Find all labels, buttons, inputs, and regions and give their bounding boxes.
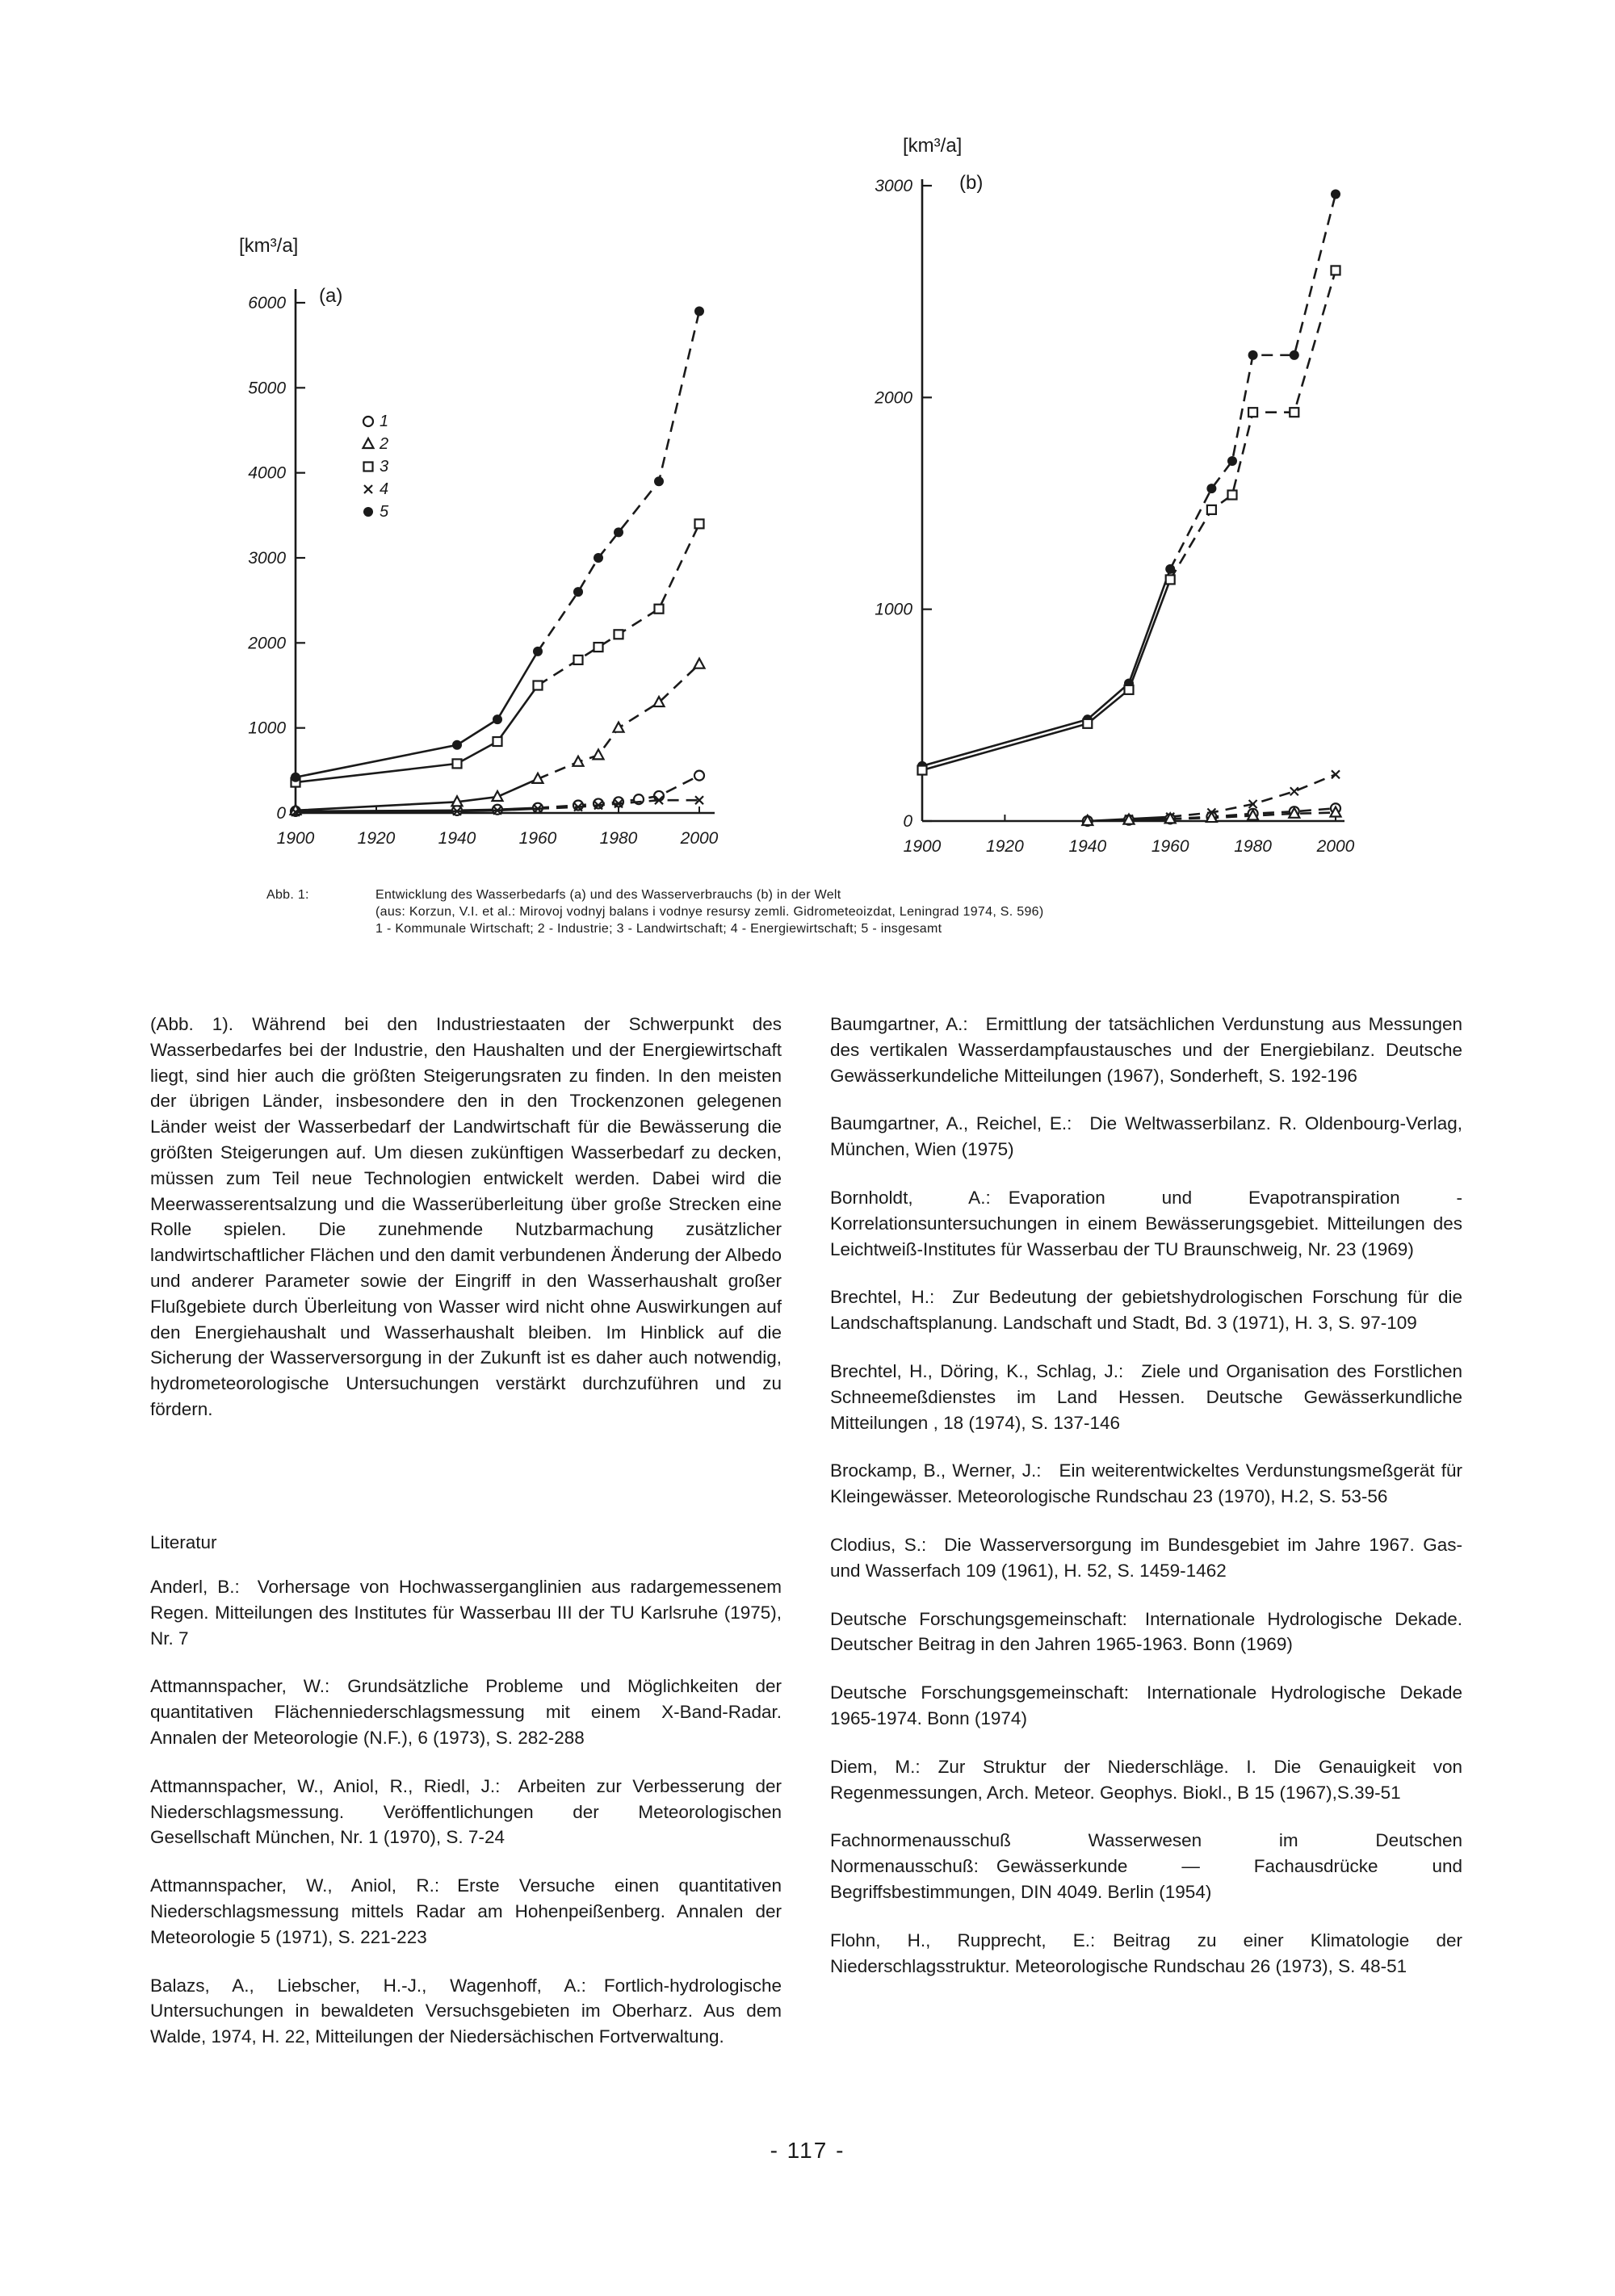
chart-a-y-tick-label: 0 bbox=[276, 804, 286, 823]
reference-author: Anderl, B.: bbox=[150, 1577, 240, 1597]
chart-a-data-point bbox=[695, 519, 704, 528]
chart-b-series-line-dashed bbox=[1170, 194, 1336, 568]
reference-text: Internationale Hydrologische Dekade 1965-1974. Bonn (1974) bbox=[830, 1682, 1462, 1728]
chart-a-data-point bbox=[574, 656, 583, 664]
chart-a-y-tick-label: 1000 bbox=[248, 719, 286, 738]
chart-a-panel-label: (a) bbox=[319, 285, 343, 307]
chart-b-data-point bbox=[1206, 484, 1216, 493]
chart-a-series-line-solid bbox=[296, 685, 538, 782]
reference-author: Clodius, S.: bbox=[830, 1534, 927, 1555]
reference-author: Attmannspacher, W., Aniol, R., Riedl, J.: bbox=[150, 1775, 501, 1796]
chart-b-data-point bbox=[1331, 189, 1340, 199]
reference-entry bbox=[830, 1185, 1462, 1262]
chart-a-x-tick-label: 1900 bbox=[276, 829, 315, 848]
chart-b-data-point bbox=[1248, 408, 1257, 417]
chart-b-data-point bbox=[1290, 408, 1298, 417]
reference-author: Attmannspacher, W.: bbox=[150, 1676, 330, 1697]
chart-b-data-point bbox=[1125, 685, 1134, 694]
caption-line: Entwicklung des Wasserbedarfs (a) und des Wasserverbrauchs (b) in der Welt bbox=[375, 888, 841, 902]
reference-entry bbox=[830, 1607, 1462, 1658]
chart-a-data-point bbox=[452, 740, 462, 750]
reference-entry bbox=[830, 1754, 1462, 1806]
reference-text: Evaporation und Evapotranspiration - Korrelationsuntersuchungen in einem Bewässerungsgebiet. Mitteilungen des Leichtweiß-Institutes für Wasserbau der TU Braunschweig, Nr. 23 (1969) bbox=[830, 1187, 1463, 1259]
reference-entry bbox=[150, 1873, 782, 1950]
reference-author: Diem, M.: bbox=[830, 1756, 921, 1777]
chart-a-y-tick-label: 5000 bbox=[248, 379, 286, 398]
chart-a-y-tick-label: 6000 bbox=[248, 294, 286, 312]
reference-author: Baumgartner, A., Reichel, E.: bbox=[830, 1113, 1072, 1134]
chart-a-data-point bbox=[453, 759, 462, 768]
reference-author: Brockamp, B., Werner, J.: bbox=[830, 1460, 1042, 1481]
legend-label: 5 bbox=[380, 503, 389, 521]
references-left-column bbox=[150, 1574, 782, 2072]
chart-a-data-point bbox=[615, 630, 623, 639]
chart-a-data-point bbox=[614, 723, 624, 732]
reference-entry bbox=[830, 1532, 1462, 1584]
chart-a-data-point bbox=[694, 771, 704, 781]
reference-text: Zur Bedeutung der gebietshydrologischen Forschung für die Landschaftsplanung. Landschaft und Stadt, Bd. 3 (1971), H. 3, S. 97-109 bbox=[830, 1287, 1462, 1334]
chart-a-water-demand bbox=[239, 235, 719, 848]
reference-entry bbox=[830, 1284, 1462, 1336]
chart-b-water-consumption bbox=[874, 135, 1354, 856]
reference-text: Beitrag zu einer Klimatologie der Niederschlagsstruktur. Meteorologische Rundschau 26 (1973), S. 48-51 bbox=[830, 1929, 1462, 1976]
chart-b-x-tick-label: 1920 bbox=[986, 837, 1024, 856]
references-right-column bbox=[830, 1012, 1462, 2001]
reference-text: Die Wasserversorgung im Bundesgebiet im Jahre 1967. Gas- und Wasserfach 109 (1961), H. 52, S. 1459-1462 bbox=[830, 1534, 1462, 1581]
legend-symbol bbox=[363, 438, 374, 448]
chart-b-data-point bbox=[1332, 770, 1340, 778]
chart-a-data-point bbox=[594, 643, 603, 652]
reference-text: Ermittlung der tatsächlichen Verdunstung aus Messungen des vertikalen Wasserdampfaustausches und der Energiebilanz. Deutsche Gewässerkundeliche Mitteilungen (1967), Sonderheft, S. 192-196 bbox=[830, 1014, 1462, 1086]
chart-b-x-tick-label: 1940 bbox=[1068, 837, 1107, 856]
reference-author: Deutsche Forschungsgemeinschaft: bbox=[830, 1608, 1127, 1629]
legend-label: 3 bbox=[380, 458, 389, 476]
reference-entry bbox=[830, 1680, 1462, 1732]
reference-entry bbox=[150, 1973, 782, 2050]
chart-b-data-point bbox=[1290, 787, 1298, 795]
chart-b-y-tick-label: 3000 bbox=[875, 177, 912, 195]
reference-entry bbox=[150, 1774, 782, 1850]
reference-author: Baumgartner, A.: bbox=[830, 1014, 968, 1034]
chart-a-data-point bbox=[573, 587, 583, 597]
chart-b-series-5 bbox=[917, 189, 1340, 770]
reference-text: Internationale Hydrologische Dekade. Deutscher Beitrag in den Jahren 1965-1963. Bonn (1969) bbox=[830, 1608, 1463, 1655]
chart-b-series-3 bbox=[918, 266, 1340, 774]
reference-author: Flohn, H., Rupprecht, E.: bbox=[830, 1929, 1096, 1950]
reference-text: Die Weltwasserbilanz. R. Oldenbourg-Verlag, München, Wien (1975) bbox=[830, 1113, 1462, 1160]
chart-a-data-point bbox=[534, 681, 543, 690]
chart-a-series-line-solid bbox=[296, 652, 538, 777]
chart-a-data-point bbox=[493, 714, 502, 724]
reference-entry bbox=[830, 1458, 1462, 1510]
chart-b-data-point bbox=[1166, 575, 1175, 584]
legend-symbol bbox=[364, 485, 372, 493]
chart-a-x-tick-label: 2000 bbox=[680, 829, 719, 848]
reference-text: Erste Versuche einen quantitativen Niederschlagsmessung mittels Radar am Hohenpeißenberg. Annalen der Meteorologie 5 (1971), S. 221-223 bbox=[150, 1875, 782, 1947]
chart-a-x-tick-label: 1960 bbox=[518, 829, 557, 848]
chart-a-y-tick-label: 3000 bbox=[248, 549, 286, 568]
reference-author: Brechtel, H., Döring, K., Schlag, J.: bbox=[830, 1360, 1124, 1381]
chart-a-x-tick-label: 1920 bbox=[357, 829, 396, 848]
chart-a-data-point bbox=[594, 553, 603, 563]
chart-a-data-point bbox=[594, 798, 603, 808]
chart-a-y-tick-label: 2000 bbox=[248, 634, 286, 653]
page-number: - 117 - bbox=[770, 2138, 845, 2163]
reference-text: Arbeiten zur Verbesserung der Niederschlagsmessung. Veröffentlichungen der Meteorologischen Gesellschaft München, Nr. 1 (1970), S. 7-24 bbox=[150, 1775, 782, 1848]
reference-author: Deutsche Forschungsgemeinschaft: bbox=[830, 1682, 1129, 1703]
chart-a-data-point bbox=[614, 797, 623, 807]
reference-entry bbox=[830, 1012, 1462, 1088]
chart-b-data-point bbox=[1083, 719, 1092, 728]
body-paragraph: (Abb. 1). Während bei den Industriestaaten der Schwerpunkt des Wasserbedarfes bei der Industrie, den Haushalten und der Energiewirtschaft liegt, sind hier auch die größten Steigerungsraten zu finden. In den meisten der übrigen Länder, insbesondere den in den Trockenzonen gelegenen Länder weist der Wasserbedarf der Landwirtschaft für die Bewässerung die größten Steigerungen auf. Um diesen zukünftigen Wasserbedarf zu decken, müssen zum Teil neue Technologien entwickelt werden. Dabei wird die Meerwasserentsalzung und die Wasserüberleitung über große Strecken eine Rolle spielen. Die zunehmende Nutzbarmachung zusätzlicher landwirtschaftlicher Flächen und den damit verbundenen Änderung der Albedo und anderer Parameter sowie der Eingriff in den Wasserhaushalt großer Flußgebiete durch Überleitung von Wasser wird nicht ohne Auswirkungen auf den Energiehaushalt und Wasserhaushalt bleiben. Im Hinblick auf die Sicherung der Wasserversorgung in der Zukunft ist es daher auch notwendig, hydrometeorologische Untersuchungen verstärkt durchzuführen und zu fördern. bbox=[150, 1014, 782, 1419]
legend-label: 1 bbox=[380, 413, 389, 430]
reference-text: Gewässerkunde — Fachausdrücke und Begriffsbestimmungen, DIN 4049. Berlin (1954) bbox=[830, 1856, 1462, 1902]
reference-text: Vorhersage von Hochwasserganglinien aus radargemessenem Regen. Mitteilungen des Institutes für Wasserbau III der TU Karlsruhe (1975), Nr. 7 bbox=[150, 1577, 782, 1649]
legend-symbol bbox=[363, 507, 373, 517]
chart-b-data-point bbox=[1227, 456, 1237, 466]
legend-symbol bbox=[363, 417, 373, 426]
chart-a-series-3 bbox=[292, 519, 704, 786]
chart-a-x-tick-label: 1940 bbox=[438, 829, 476, 848]
reference-author: Brechtel, H.: bbox=[830, 1287, 935, 1308]
chart-b-data-point bbox=[918, 766, 927, 775]
reference-entry bbox=[830, 1111, 1462, 1163]
reference-text: Grundsätzliche Probleme und Möglichkeiten der quantitativen Flächenniederschlagsmessung mit einem X-Band-Radar. Annalen der Meteorologie (N.F.), 6 (1973), S. 282-288 bbox=[150, 1676, 782, 1748]
chart-b-data-point bbox=[1207, 505, 1216, 514]
chart-b-y-tick-label: 0 bbox=[903, 812, 912, 831]
chart-a-data-point bbox=[694, 307, 704, 316]
chart-a-x-tick-label: 1980 bbox=[599, 829, 638, 848]
chart-a-data-point bbox=[694, 659, 705, 668]
chart-b-panel-label: (b) bbox=[959, 172, 984, 194]
chart-b-x-tick-label: 1980 bbox=[1234, 837, 1272, 856]
caption-label: Abb. 1: bbox=[266, 888, 309, 902]
reference-entry bbox=[150, 1574, 782, 1651]
chart-a-series-line-dashed bbox=[538, 312, 699, 652]
chart-b-y-tick-label: 1000 bbox=[875, 600, 912, 619]
chart-a-series-5 bbox=[291, 307, 704, 782]
figure-abb-1 bbox=[0, 0, 1615, 888]
chart-b-y-tick-label: 2000 bbox=[875, 388, 912, 408]
caption-line: 1 - Kommunale Wirtschaft; 2 - Industrie; 3 - Landwirtschaft; 4 - Energiewirtschaft; 5 - insgesamt bbox=[375, 922, 942, 936]
reference-author: Fachnormenausschuß Wasserwesen im Deutschen Normenausschuß: bbox=[830, 1830, 1462, 1877]
reference-entry bbox=[150, 1674, 782, 1750]
chart-a-unit-label: [km³/a] bbox=[239, 235, 299, 257]
chart-a-data-point bbox=[573, 801, 583, 811]
chart-b-x-tick-label: 1960 bbox=[1151, 837, 1189, 856]
caption-body bbox=[375, 886, 1393, 937]
reference-author: Bornholdt, A.: bbox=[830, 1187, 991, 1208]
chart-b-x-tick-label: 1900 bbox=[903, 837, 942, 856]
chart-b-data-point bbox=[1248, 350, 1258, 360]
chart-a-y-tick-label: 4000 bbox=[248, 463, 286, 483]
body-paragraph-column bbox=[150, 1012, 782, 1422]
chart-a-data-point bbox=[614, 527, 623, 537]
chart-b-data-point bbox=[1228, 491, 1237, 500]
reference-author: Attmannspacher, W., Aniol, R.: bbox=[150, 1875, 440, 1896]
chart-a-series-line-dashed bbox=[538, 524, 699, 685]
legend-label: 4 bbox=[380, 480, 389, 498]
chart-b-series-line-solid bbox=[922, 569, 1170, 766]
reference-text: Fortlich-hydrologische Untersuchungen in bewaldeten Versuchsgebieten im Oberharz. Aus dem Walde, 1974, H. 22, Mitteilungen der Niedersächischen Fortverwaltung. bbox=[150, 1975, 782, 2047]
chart-b-series-line-dashed bbox=[1170, 270, 1336, 580]
chart-b-series-2 bbox=[1082, 807, 1340, 825]
chart-a-data-point bbox=[655, 605, 664, 614]
reference-text: Zur Struktur der Niederschläge. I. Die Genauigkeit von Regenmessungen, Arch. Meteor. Geophys. Biokl., B 15 (1967),S.39-51 bbox=[830, 1756, 1462, 1803]
reference-entry bbox=[830, 1828, 1462, 1904]
chart-a-legend bbox=[363, 413, 390, 521]
reference-entry bbox=[830, 1359, 1462, 1435]
literature-heading: Literatur bbox=[150, 1532, 217, 1552]
chart-b-x-tick-label: 2000 bbox=[1316, 837, 1355, 856]
chart-b-data-point bbox=[1332, 266, 1340, 274]
chart-b-unit-label: [km³/a] bbox=[903, 135, 963, 157]
caption-line: (aus: Korzun, V.I. et al.: Mirovoj vodnyj balans i vodnye resursy zemli. Gidrometeoizdat, Leningrad 1974, S. 596) bbox=[375, 905, 1044, 919]
legend-symbol bbox=[364, 463, 373, 471]
chart-b-data-point bbox=[1290, 350, 1299, 360]
chart-a-data-point bbox=[533, 647, 543, 656]
chart-a-data-point bbox=[654, 476, 664, 486]
reference-author: Balazs, A., Liebscher, H.-J., Wagenhoff, A.: bbox=[150, 1975, 586, 1996]
reference-text: Ein weiterentwickeltes Verdunstungsmeßgerät für Kleingewässer. Meteorologische Rundschau 23 (1970), H.2, S. 53-56 bbox=[830, 1460, 1462, 1507]
chart-a-data-point bbox=[594, 749, 604, 759]
reference-entry bbox=[830, 1928, 1462, 1980]
reference-text: Ziele und Organisation des Forstlichen Schneemeßdienstes im Land Hessen. Deutsche Gewässerkundliche Mitteilungen , 18 (1974), S. 137-146 bbox=[830, 1360, 1463, 1433]
chart-a-data-point bbox=[493, 737, 502, 746]
chart-a-data-point bbox=[291, 773, 300, 782]
legend-label: 2 bbox=[380, 435, 389, 453]
